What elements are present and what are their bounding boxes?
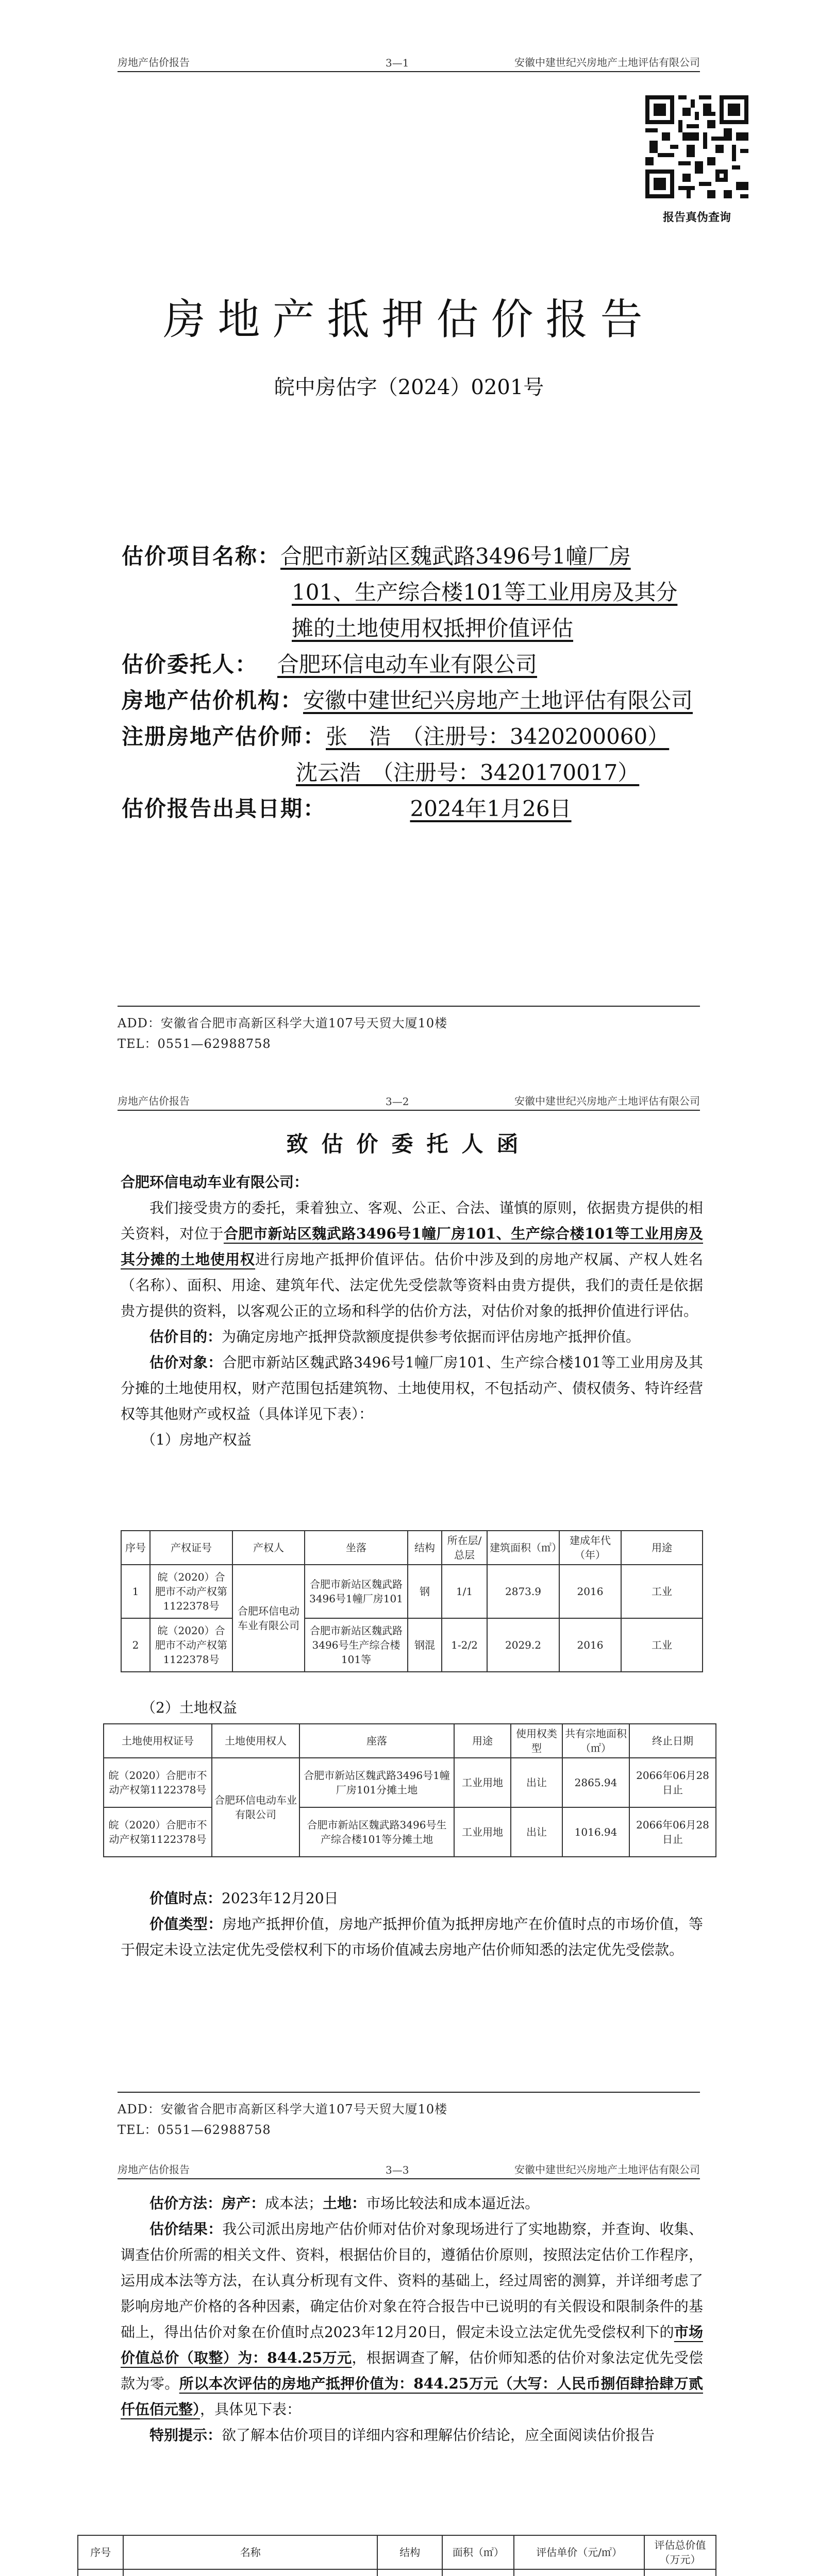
method-house-label: 房产：: [222, 2195, 265, 2212]
table-header-cell: 土地使用权证号: [104, 1724, 212, 1758]
date-label: 估价报告出具日期：: [122, 796, 326, 821]
value-type-text: 房地产抵押价值，房地产抵押价值为抵押房地产在价值时点的市场价值，等于假定未设立法定优先受偿权利下的市场价值减去房地产估价师知悉的法定优先受偿款。: [121, 1916, 703, 1958]
table-cell: [644, 2569, 716, 2576]
method-para: [121, 2191, 703, 2216]
method-land-label: 土地：: [323, 2195, 366, 2212]
date-field: [122, 791, 656, 827]
table-header-cell: 使用权类型: [511, 1724, 562, 1758]
table-header-cell: 序号: [78, 2535, 123, 2569]
header-left: 房地产估价报告: [118, 1095, 190, 1107]
result-section: [121, 2191, 703, 2448]
appraiser-1: 张 浩 （注册号：3420200060）: [326, 724, 670, 749]
tip-para: [121, 2422, 703, 2448]
para1-a: 我们接受贵方的委托，秉着独立、客观、公正、合法、谨慎的原则，依据贵方提供的相关资料，对位于: [121, 1199, 703, 1242]
appraiser-cont: [296, 755, 640, 791]
result-text-a: 我公司派出房地产估价师对估价对象现场进行了实地勘察，并查询、收集、调查估价所需的相关文件、资料，根据估价目的，遵循估价原则，按照法定估价工作程序，运用成本法等方法，在认真分析现有文件、资料的基础上，经过周密的测算，并详细考虑了影响房地产价格的各种因素，确定估价对象在符合报告中已说明的有关假设和限制条件的基础上，得出估价对象在价值时点2023年12月20日，假定未设立法定优先受偿权利下的: [121, 2221, 703, 2341]
object-text: 合肥市新站区魏武路3496号1幢厂房101、生产综合楼101等工业用房及其分摊的土地使用权，财产范围包括建筑物、土地使用权，不包括动产、债权债务、特许经营权等其他财产或权益（具体详见下表）：: [121, 1354, 703, 1422]
project-name-cont2: [292, 611, 573, 647]
qr-caption: 报告真伪查询: [662, 211, 731, 224]
table-cell: [123, 2569, 377, 2576]
subheading-land: [141, 1695, 605, 1721]
table-cell: 皖（2020）合肥市不动产权第1122378号: [150, 1618, 232, 1672]
table-cell: 钢混: [408, 1618, 442, 1672]
table-header-cell: 共有宗地面积（㎡）: [562, 1724, 629, 1758]
date-value: 2024年1月26日: [410, 796, 572, 821]
table-cell: 1-2/2: [442, 1618, 487, 1672]
project-name-field: [122, 538, 631, 574]
table-cell: 工业用地: [454, 1807, 511, 1857]
letter-para1: [121, 1195, 703, 1324]
table-cell: 合肥市新站区魏武路3496号生产综合楼101等分摊土地: [299, 1807, 454, 1857]
project-name-cont: [292, 574, 677, 611]
table-header-cell: 所在层/总层: [442, 1531, 487, 1565]
table-header-cell: 终止日期: [629, 1724, 716, 1758]
table-cell: 钢: [408, 1565, 442, 1618]
table-cell: [78, 2569, 123, 2576]
agency-value: 安徽中建世纪兴房地产土地评估有限公司: [303, 688, 693, 713]
value-date-para: [121, 1886, 703, 1911]
page-header: [118, 2164, 700, 2179]
agency-field: [122, 683, 693, 719]
table-cell: 2865.94: [562, 1758, 629, 1807]
page-header: [118, 1095, 700, 1111]
value-type-label: 价值类型：: [149, 1916, 223, 1933]
table-cell: 皖（2020）合肥市不动产权第1122378号: [150, 1565, 232, 1618]
table-cell: 合肥市新站区魏武路3496号1幢厂房101分摊土地: [299, 1758, 454, 1807]
table-row: [121, 1618, 703, 1672]
table-cell: 1/1: [442, 1565, 487, 1618]
table-cell: 2029.2: [487, 1618, 559, 1672]
result-para: [121, 2216, 703, 2422]
table-header-cell: 序号: [121, 1531, 150, 1565]
table-cell: 1: [121, 1565, 150, 1618]
value-date-label: 价值时点：: [149, 1890, 222, 1907]
land-rights-table: [103, 1723, 716, 1857]
client-value: 合肥环信电动车业有限公司: [277, 652, 538, 677]
page-header: [118, 57, 700, 72]
value-type-para: [121, 1911, 703, 1963]
table-cell: 皖（2020）合肥市不动产权第1122378号: [104, 1807, 212, 1857]
page-cover: [0, 0, 818, 1082]
client-field: [122, 647, 557, 683]
header-right: 安徽中建世纪兴房地产土地评估有限公司: [514, 1095, 700, 1107]
table-cell: [514, 2569, 644, 2576]
result-label: 估价结果：: [149, 2221, 223, 2238]
table-header-cell: 名称: [123, 2535, 377, 2569]
project-name-label: 估价项目名称：: [122, 544, 281, 569]
result-text-e: ，具体见下表：: [200, 2401, 302, 2418]
project-name-line1: 合肥市新站区魏武路3496号1幢厂房: [280, 544, 631, 569]
table-cell: 皖（2020）合肥市不动产权第1122378号: [104, 1758, 212, 1807]
valuation-table: [77, 2535, 716, 2576]
method-land: 市场比较法和成本逼近法。: [366, 2195, 540, 2212]
table-cell: 工业: [621, 1618, 703, 1672]
header-page-no: 3—3: [386, 2164, 409, 2176]
qr-code-icon: [645, 95, 748, 198]
table-cell: 合肥市新站区魏武路3496号1幢厂房101: [305, 1565, 408, 1618]
purpose-para: [121, 1324, 703, 1350]
report-number: 皖中房估字（2024）0201号: [274, 376, 544, 399]
project-name-line3: 摊的土地使用权抵押价值评估: [292, 616, 574, 641]
page-footer: [118, 1006, 700, 1054]
table-cell: 2066年06月28日止: [629, 1807, 716, 1857]
footer-address: ADD：安徽省合肥市高新区科学大道107号天贸大厦10楼: [118, 2102, 448, 2116]
table-cell: 2: [121, 1618, 150, 1672]
table-cell: 2016: [559, 1618, 621, 1672]
table-cell: [377, 2569, 442, 2576]
page-result: [0, 2164, 818, 2576]
table-header-row: [78, 2535, 716, 2569]
project-name-line2: 101、生产综合楼101等工业用房及其分: [292, 580, 678, 605]
result-text-b: 市场价值总价（取整）为：844.25万元: [121, 2324, 703, 2366]
table-row: [78, 2569, 716, 2576]
method-house: 成本法；: [265, 2195, 323, 2212]
footer-phone: TEL：0551—62988758: [118, 1037, 271, 1051]
table-cell: 工业: [621, 1565, 703, 1618]
table-header-row: [121, 1531, 703, 1565]
table-header-cell: 面积（㎡）: [442, 2535, 514, 2569]
table-header-cell: 产权人: [232, 1531, 305, 1565]
table-header-cell: 建筑面积（㎡）: [487, 1531, 559, 1565]
object-label: 估价对象：: [149, 1354, 223, 1371]
table-cell: 2066年06月28日止: [629, 1758, 716, 1807]
page-footer: [118, 2092, 700, 2140]
page-letter: [0, 1082, 818, 2164]
purpose-label: 估价目的：: [149, 1328, 222, 1345]
client-label: 估价委托人：: [122, 652, 258, 677]
table-cell: 出让: [511, 1807, 562, 1857]
report-title: 房地产抵押估价报告: [163, 295, 655, 344]
agency-label: 房地产估价机构：: [122, 688, 304, 713]
table-header-row: [104, 1724, 716, 1758]
table-cell: 工业用地: [454, 1758, 511, 1807]
header-page-no: 3—2: [386, 1095, 409, 1108]
header-right: 安徽中建世纪兴房地产土地评估有限公司: [514, 2163, 700, 2176]
table-cell: 1016.94: [562, 1807, 629, 1857]
table-header-cell: 产权证号: [150, 1531, 232, 1565]
header-left: 房地产估价报告: [118, 2163, 190, 2176]
salutation: 合肥环信电动车业有限公司：: [121, 1174, 309, 1191]
table-header-cell: 结构: [377, 2535, 442, 2569]
appraiser-label: 注册房地产估价师：: [122, 724, 326, 749]
subheading-land-text: （2）土地权益: [141, 1699, 237, 1716]
footer-phone: TEL：0551—62988758: [118, 2123, 271, 2137]
letter-title: 致估价委托人函: [286, 1131, 532, 1157]
table-header-cell: 土地使用权人: [212, 1724, 299, 1758]
table-cell: 合肥环信电动车业有限公司: [212, 1758, 299, 1857]
object-para: [121, 1350, 703, 1427]
purpose-text: 为确定房地产抵押贷款额度提供参考依据而评估房地产抵押价值。: [222, 1328, 641, 1345]
result-text-d: 所以本次评估的房地产抵押价值为：844.25万元（大写：人民币捌佰肆拾肆万贰仟伍佰元整）: [121, 2375, 703, 2418]
tip-label: 特别提示：: [149, 2427, 222, 2444]
appraiser-field: [122, 719, 670, 755]
para1-c: 进行房地产抵押价值评估。估价中涉及到的房地产权属、产权人姓名（名称）、面积、用途、建筑年代、法定优先受偿款等资料由贵方提供，我们的责任是依据贵方提供的资料，以客观公正的立场和科学的估价方法，对估价对象的抵押价值进行评估。: [121, 1251, 703, 1319]
table-header-cell: 结构: [408, 1531, 442, 1565]
table-cell: [442, 2569, 514, 2576]
footer-address: ADD：安徽省合肥市高新区科学大道107号天贸大厦10楼: [118, 1016, 448, 1030]
value-section: [121, 1886, 703, 1963]
header-right: 安徽中建世纪兴房地产土地评估有限公司: [514, 56, 700, 69]
table-header-cell: 用途: [621, 1531, 703, 1565]
subheading-property: （1）房地产权益: [141, 1431, 252, 1448]
table-row: [104, 1758, 716, 1807]
method-label: 估价方法：: [149, 2195, 222, 2212]
tip-text: 欲了解本估价项目的详细内容和理解估价结论，应全面阅读估价报告: [222, 2427, 655, 2444]
table-row: [104, 1807, 716, 1857]
table-row: [121, 1565, 703, 1618]
header-page-no: 3—1: [386, 57, 409, 69]
table-header-cell: 用途: [454, 1724, 511, 1758]
table-header-cell: 建成年代（年）: [559, 1531, 621, 1565]
letter-body: [121, 1170, 703, 1453]
table-cell: 合肥市新站区魏武路3496号生产综合楼101等: [305, 1618, 408, 1672]
table-header-cell: 座落: [299, 1724, 454, 1758]
property-rights-table: [121, 1530, 703, 1672]
value-date-text: 2023年12月20日: [222, 1890, 339, 1907]
result-text-c: ，根据调查了解，估价师知悉的估价对象法定优先受偿款为零。: [121, 2349, 703, 2392]
table-cell: 2016: [559, 1565, 621, 1618]
header-left: 房地产估价报告: [118, 56, 190, 69]
appraiser-2: 沈云浩 （注册号：3420170017）: [296, 760, 640, 785]
para1-b: 合肥市新站区魏武路3496号1幢厂房101、生产综合楼101等工业用房及其分摊的土地使用权: [121, 1225, 703, 1268]
table-cell: 出让: [511, 1758, 562, 1807]
table-cell: 2873.9: [487, 1565, 559, 1618]
table-header-cell: 评估总价值（万元）: [644, 2535, 716, 2569]
table-header-cell: 坐落: [305, 1531, 408, 1565]
table-cell: 合肥环信电动车业有限公司: [232, 1565, 305, 1672]
table-header-cell: 评估单价（元/㎡）: [514, 2535, 644, 2569]
